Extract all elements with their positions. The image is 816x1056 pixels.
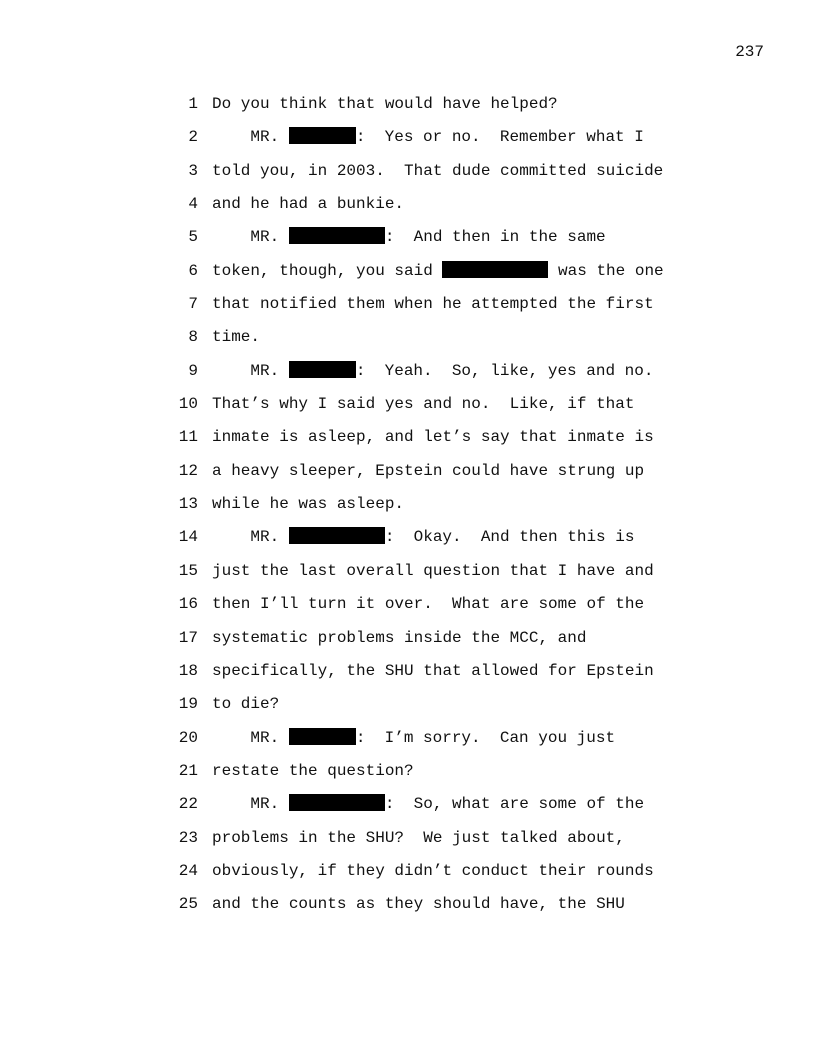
line-number: 15 [178,561,198,580]
line-text: a heavy sleeper, Epstein could have strung up [212,461,645,480]
line-text: systematic problems inside the MCC, and [212,628,587,647]
transcript-line [0,793,816,826]
line-number: 10 [178,395,198,414]
line-text: and the counts as they should have, the SHU [212,895,625,914]
transcript-line [0,360,816,393]
transcript-line [0,560,816,593]
transcript-body [0,93,816,927]
transcript-line [0,393,816,426]
line-number: 16 [178,595,198,614]
line-number: 18 [178,661,198,680]
transcript-line [0,526,816,559]
line-number: 9 [188,361,198,380]
line-text: and he had a bunkie. [212,195,405,214]
transcript-line [0,460,816,493]
transcript-line [0,827,816,860]
transcript-line [0,893,816,926]
transcript-line [0,660,816,693]
redaction-box [289,361,356,378]
line-text: specifically, the SHU that allowed for Epstein [212,661,654,680]
transcript-line [0,760,816,793]
line-text: problems in the SHU? We just talked about, [212,828,625,847]
line-number: 6 [188,261,198,280]
transcript-line [0,727,816,760]
line-text: MR. : Yeah. So, like, yes and no. [212,361,654,380]
transcript-line [0,160,816,193]
line-number: 14 [178,528,198,547]
page-number: 237 [735,43,764,61]
redaction-box [289,227,385,244]
line-number: 13 [178,495,198,514]
line-text: while he was asleep. [212,495,405,514]
line-number: 7 [188,295,198,314]
transcript-line [0,593,816,626]
line-text: obviously, if they didn’t conduct their rounds [212,861,654,880]
line-number: 3 [188,161,198,180]
line-text: token, though, you said was the one [212,261,664,280]
line-text: Do you think that would have helped? [212,95,558,113]
line-text: restate the question? [212,761,414,780]
line-text: MR. : Okay. And then this is [212,528,635,547]
transcript-line [0,293,816,326]
line-number: 19 [178,695,198,714]
line-number: 5 [188,228,198,247]
line-text: told you, in 2003. That dude committed suicide [212,161,664,180]
line-text: time. [212,328,261,347]
line-number: 2 [188,128,198,147]
line-number: 24 [178,861,198,880]
line-number: 4 [188,195,198,214]
redaction-box [289,728,356,745]
transcript-line [0,226,816,259]
line-number: 23 [178,828,198,847]
line-text: to die? [212,695,280,714]
line-number: 11 [178,428,198,447]
transcript-line [0,693,816,726]
line-number: 20 [178,728,198,747]
transcript-line [0,426,816,459]
transcript-line [0,126,816,159]
line-number: 21 [178,761,198,780]
line-text: MR. : So, what are some of the [212,795,645,814]
transcript-line [0,627,816,660]
line-number: 1 [188,95,198,113]
redaction-box [289,794,385,811]
line-number: 17 [178,628,198,647]
transcript-line [0,860,816,893]
line-number: 8 [188,328,198,347]
line-number: 22 [178,795,198,814]
line-number: 12 [178,461,198,480]
redaction-box [289,527,385,544]
line-text: inmate is asleep, and let’s say that inmate is [212,428,654,447]
line-text: MR. : And then in the same [212,228,606,247]
line-number: 25 [178,895,198,914]
line-text: just the last overall question that I have and [212,561,654,580]
transcript-line [0,193,816,226]
transcript-line [0,493,816,526]
line-text: MR. : I’m sorry. Can you just [212,728,616,747]
redaction-box [442,261,548,278]
line-text: That’s why I said yes and no. Like, if that [212,395,635,414]
redaction-box [289,127,356,144]
line-text: that notified them when he attempted the first [212,295,654,314]
transcript-line [0,326,816,359]
line-text: MR. : Yes or no. Remember what I [212,128,644,147]
transcript-line [0,260,816,293]
transcript-line [0,93,816,126]
line-text: then I’ll turn it over. What are some of the [212,595,645,614]
